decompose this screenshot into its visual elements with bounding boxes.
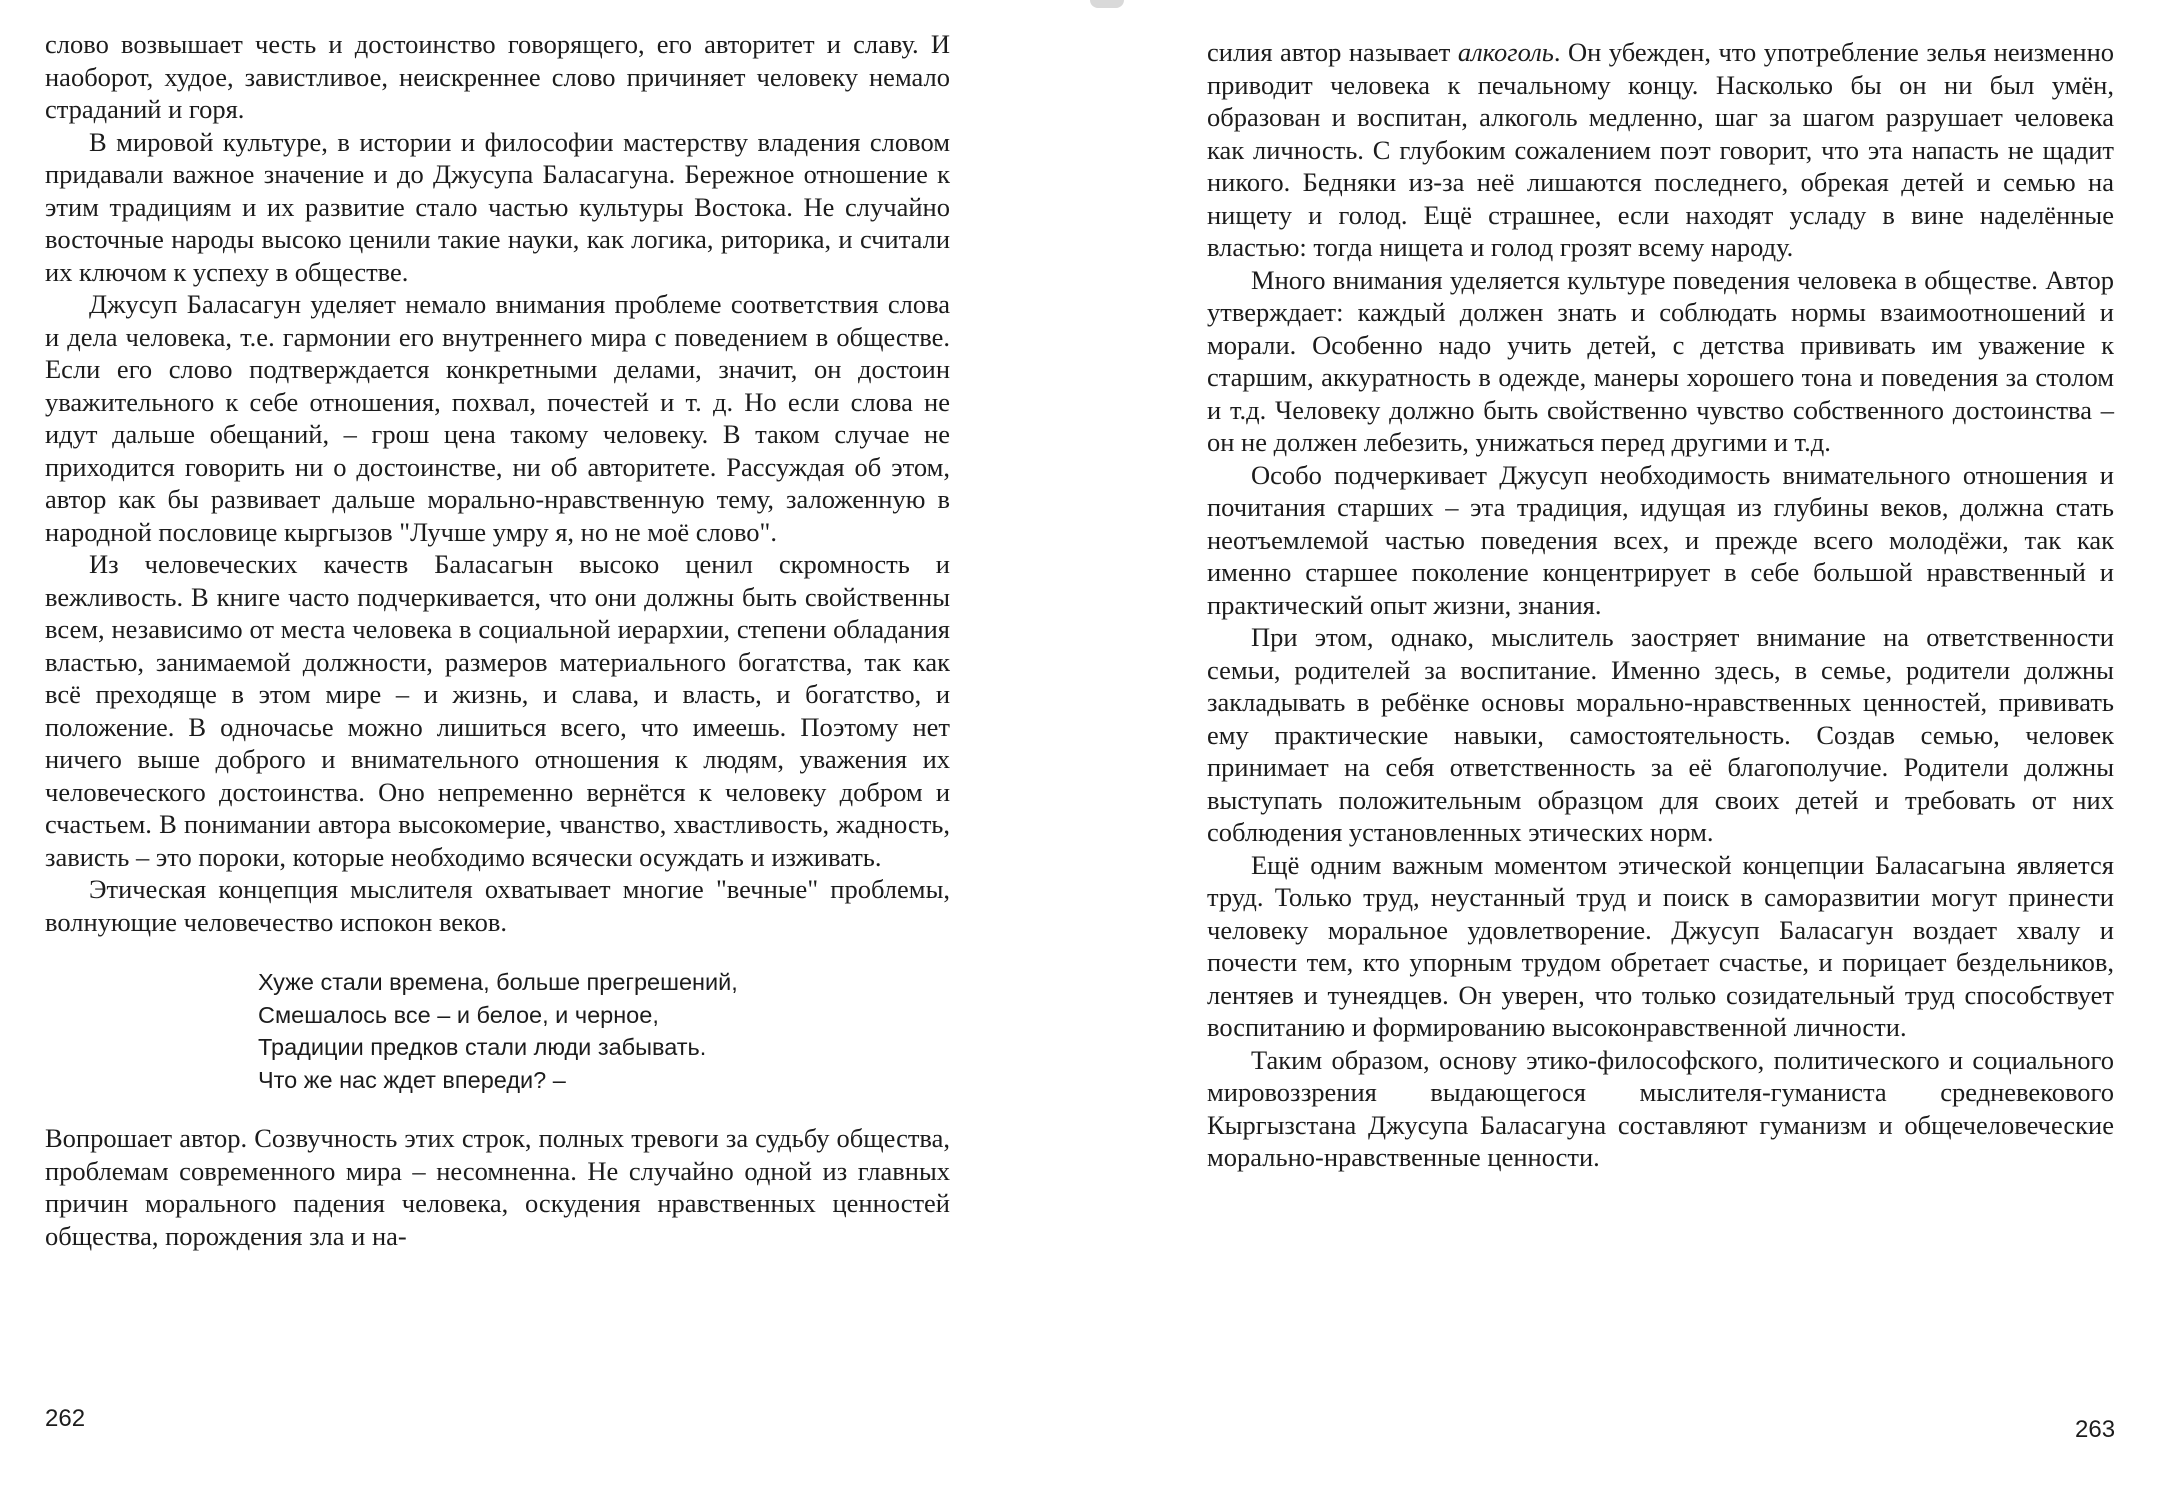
paragraph: Из человеческих качеств Баласагын высоко ценил скромность и вежливость. В книге часто подчеркивается, что они должны быть свойственны всем, независимо от места человека в социальной иерархии, степени обладания властью, занимаемой должности, размеров материального богатства, так как всё преходяще в этом мире – и жизнь, и слава, и власть, и богатство, и положение. В одночасье можно лишиться всего, что имеешь. Поэтому нет ничего выше доброго и внимательного отношения к людям, уважения их человеческого достоинства. Оно непременно вернётся к человеку добром и счастьем. В понимании автора высокомерие, чванство, хвастливость, жадность, зависть – это пороки, которые необходимо всячески осуждать и изживать. [45,549,950,872]
paragraph: Таким образом, основу этико-философского, политического и социального мировоззрения выдающегося мыслителя-гуманиста средневекового Кыргызстана Джусупа Баласагуна составляют гуманизм и общечеловеческие морально-нравственные ценности. [1207,1044,2114,1172]
paragraph: Вопрошает автор. Созвучность этих строк, полных тревоги за судьбу общества, проблемам современного мира – несомненна. Не случайно одной из главных причин морального падения человека, оскудения нравственных ценностей общества, порождения зла и на- [45,1123,950,1251]
paragraph: При этом, однако, мыслитель заостряет внимание на ответственности семьи, родителей за воспитание. Именно здесь, в семье, родители должны закладывать в ребёнке основы морально-нравственных ценностей, прививать ему практические навыки, самостоятельность. Создав семью, человек принимает на себя ответственность за её благополучие. Родители должны выступать положительным образцом для своих детей и требовать от них соблюдения установленных этических норм. [1207,622,2114,847]
page-number-right: 263 [2075,1416,2116,1443]
paragraph: Много внимания уделяется культуре поведения человека в обществе. Автор утверждает: каждый должен знать и соблюдать нормы взаимоотношений и морали. Особенно надо учить детей, с детства прививать им уважение к старшим, аккуратность в одежде, манеры хорошего тона и поведения за столом и т.д. Человеку должно быть свойственно чувство собственного достоинства – он не должен лебезить, унижаться перед другими и т.д. [1207,264,2114,457]
page-number-left: 262 [45,1405,86,1432]
verse-line: Хуже стали времена, больше прегрешений, [258,969,738,995]
paragraph-rest: . Он убежден, что употребление зелья неизменно приводит человека к печальному концу. Насколько бы он ни был умён, образован и воспитан, алкоголь медленно, шаг за шагом разрушает человека как личность. С глубоким сожалением поэт говорит, что эта напасть не щадит никого. Бедняки из-за неё лишаются последнего, обрекая детей и семью на нищету и голод. Ещё страшнее, если находят усладу в вине наделённые властью: тогда нищета и голод грозят всему народу. [1207,37,2115,262]
verse-quote [258,966,950,1096]
verse-line: Что же нас ждет впереди? – [258,1066,566,1093]
paragraph: Этическая концепция мыслителя охватывает многие "вечные" проблемы, волнующие человечество испокон веков. [45,874,950,937]
paragraph [1207,36,2114,264]
paragraph: Джусуп Баласагун уделяет немало внимания проблеме соответствия слова и дела человека, т.е. гармонии его внутреннего мира с поведением в обществе. Если его слово подтверждается конкретными делами, значит, он достоин уважительного к себе отношения, похвал, почестей и т. д. Но если слова не идут дальше обещаний, – грош цена такому человеку. В таком случае не приходится говорить ни о достоинстве, ни об авторитете. Рассуждая об этом, автор как бы развивает дальше морально-нравственную тему, заложенную в народной пословице кыргызов "Лучше умру я, но не моё слово". [45,289,950,547]
left-page-text [45,28,950,1252]
paragraph-start: силия автор называет [1207,37,1458,67]
verse-line: Традиции предков стали люди забывать. [258,1034,707,1060]
paragraph: В мировой культуре, в истории и философии мастерству владения словом придавали важное значение и до Джусупа Баласагуна. Бережное отношение к этим традициям и их развитие стало частью культуры Востока. Не случайно восточные народы высоко ценили такие науки, как логика, риторика, и считали их ключом к успеху в обществе. [45,126,950,287]
emphasized-word: алкоголь [1457,37,1554,67]
paragraph: Особо подчеркивает Джусуп необходимость внимательного отношения и почитания старших – эта традиция, идущая из глубины веков, должна стать неотъемлемой частью поведения всех, и прежде всего молодёжи, так как именно старшее поколение концентрирует в себе большой нравственный и практический опыт жизни, знания. [1207,459,2114,620]
paragraph: слово возвышает честь и достоинство говорящего, его авторитет и славу. И наоборот, худое, завистливое, неискреннее слово причиняет человеку немало страданий и горя. [45,29,950,124]
paragraph: Ещё одним важным моментом этической концепции Баласагына является труд. Только труд, неустанный труд и поиск в саморазвитии могут принести человеку моральное удовлетворение. Джусуп Баласагун воздает хвалу и почести тем, кто упорным трудом обретает счастье, и порицает бездельников, лентяев и тунеядцев. Он уверен, что только созидательный труд способствует воспитанию и формированию высоконравственной личности. [1207,849,2114,1042]
verse-line: Смешалось все – и белое, и черное, [258,1001,659,1028]
right-page-text [1207,36,2114,1174]
binding-shadow [1090,0,1124,8]
